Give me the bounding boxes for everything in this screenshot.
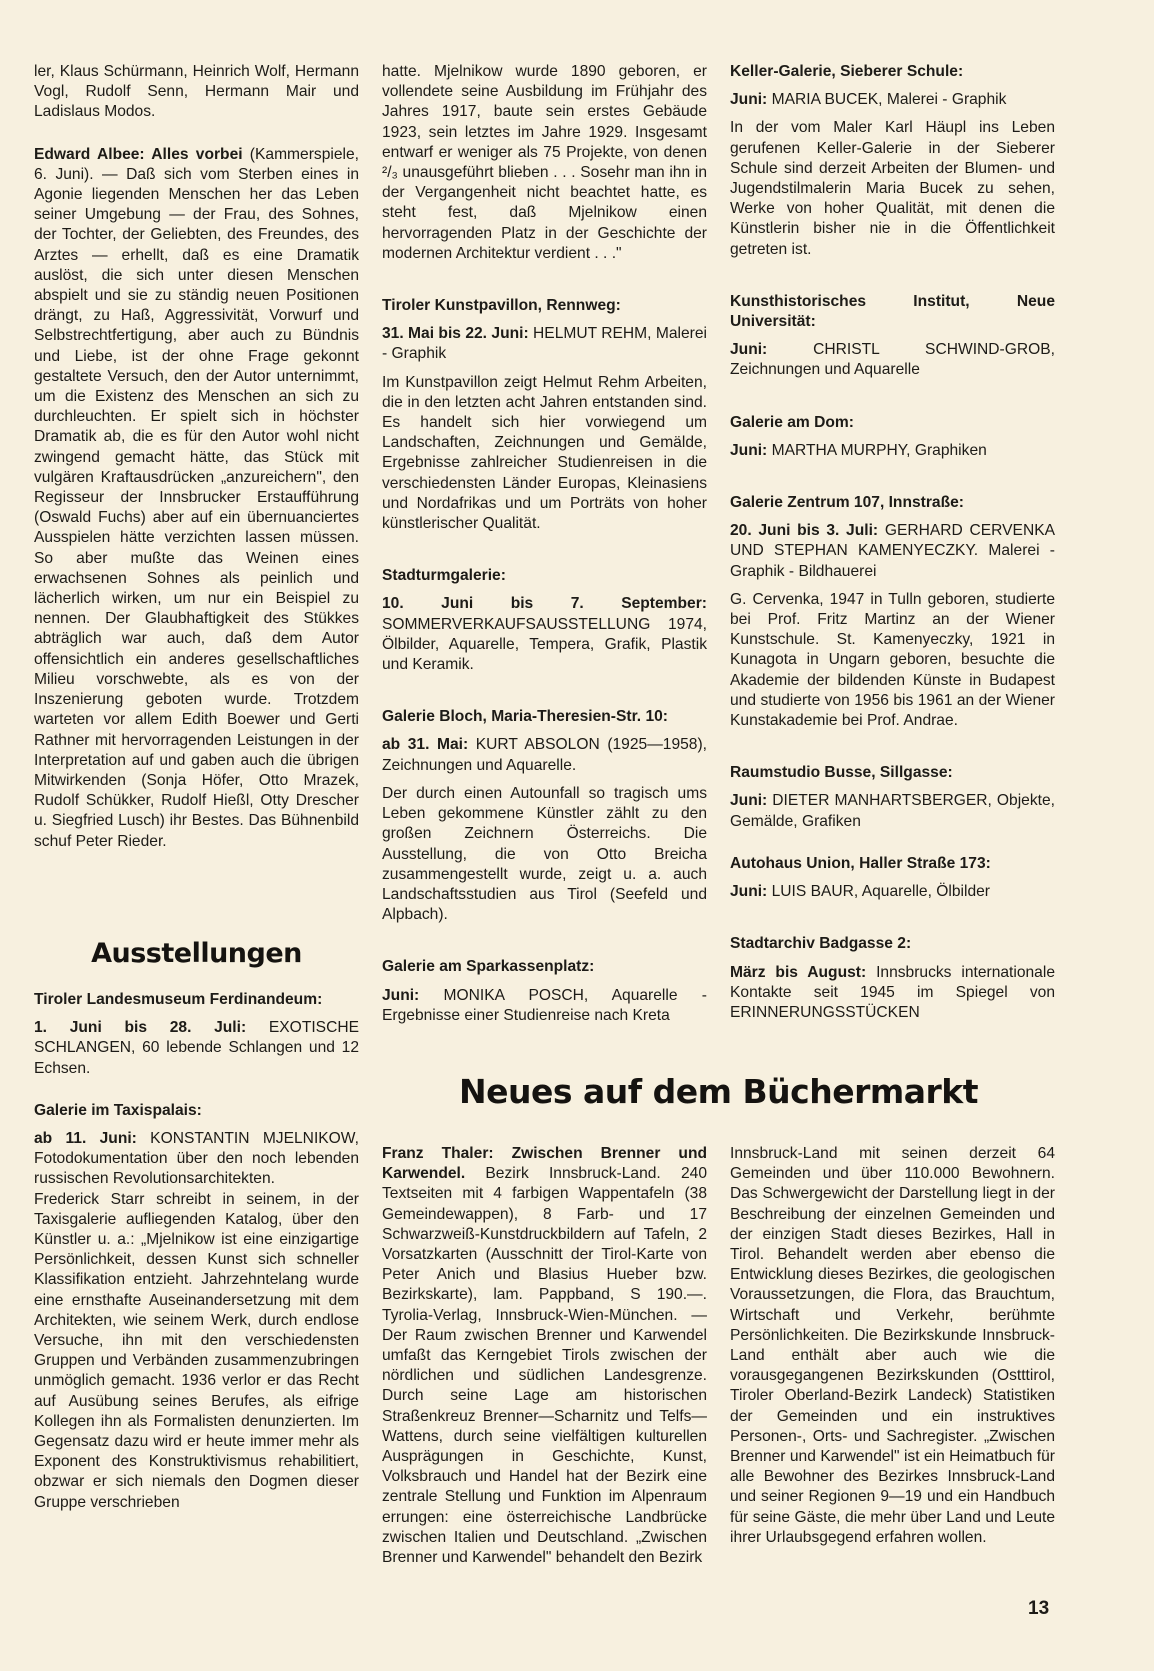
section-title-buechermarkt: Neues auf dem Büchermarkt xyxy=(459,1072,978,1111)
venue-heading: Galerie am Sparkassenplatz: xyxy=(382,958,595,976)
exhibition-date: 31. Mai bis 22. Juni: xyxy=(382,325,529,343)
venue-heading: Galerie im Taxispalais: xyxy=(34,1101,202,1119)
venue-heading: Tiroler Landesmuseum Ferdinandeum: xyxy=(34,991,323,1008)
exhibition-entry xyxy=(730,340,1055,380)
exhibition-date: Juni: xyxy=(730,91,768,109)
exhibition-body: Im Kunstpavillon zeigt Helmut Rehm Arbeiten, die in den letzten acht Jahren entstanden sind. Es handelt sich hier vorwiegend um Landschaften, Zeichnungen und Gemälde, Ergebnisse zahlreicher Studienreisen in die verschiedensten Länder Europas, Kleinasiens und Nordafrikas und um Porträts von hoher künstlerischer Qualität. xyxy=(382,373,707,533)
exhibition-entry xyxy=(730,441,1055,461)
exhibition-info: KURT ABSOLON (1925—1958), Zeichnungen und Aquarelle. xyxy=(382,736,708,774)
column-right xyxy=(730,62,1055,1023)
exhibition-body: Frederick Starr schreibt in seinem, in der Taxisgalerie aufliegenden Katalog, über den Künstler u. a.: „Mjelnikow ist eine einzigartige Persönlichkeit, dessen Kunst sich schneller Klassifikation entzieht. Jahrzehntelang wurde eine ernsthafte Auseinandersetzung mit dem Architekten, wie seinem Werk, durch endlose Versuche, ihn mit den verschiedensten Gruppen und Verbänden zusammenzubringen unmöglich gemacht. 1936 verlor er das Recht auf Ausübung seines Berufes, als eifrige Kollegen ihn als Formalisten denunzierten. Im Gegensatz dazu wird er heute immer mehr als Exponent des Konstruktivismus rehabilitiert, obzwar er sich niemals den Dogmen dieser Gruppe verschrieben xyxy=(34,1190,359,1511)
book-review-left xyxy=(382,1144,707,1568)
exhibition-info: LUIS BAUR, Aquarelle, Ölbilder xyxy=(767,883,990,901)
venue-heading: Tiroler Kunstpavillon, Rennweg: xyxy=(382,297,621,315)
venue-heading: Stadturmgalerie: xyxy=(382,567,506,585)
venue-heading: Galerie Bloch, Maria-Theresien-Str. 10: xyxy=(382,708,668,726)
exhibition-date: Juni: xyxy=(730,341,768,359)
exhibition-entry xyxy=(382,986,707,1026)
exhibition-date: Juni: xyxy=(382,986,420,1004)
exhibition-date: ab 11. Juni: xyxy=(34,1130,137,1148)
venue-heading: Keller-Galerie, Sieberer Schule: xyxy=(730,63,964,80)
exhibition-info: HELMUT REHM, Malerei - Graphik xyxy=(382,325,707,363)
theater-review xyxy=(34,145,359,852)
exhibition-entry xyxy=(34,1018,359,1079)
exhibition-date: ab 31. Mai: xyxy=(382,736,469,754)
exhibition-info: DIETER MANHARTSBERGER, Objekte, Gemälde, Grafiken xyxy=(730,792,1055,830)
column-left-exhibitions xyxy=(34,990,359,1513)
theater-intro-text: ler, Klaus Schürmann, Heinrich Wolf, Hermann Vogl, Rudolf Senn, Hermann Mair und Ladislaus Modos. xyxy=(34,63,359,121)
exhibition-info: MONIKA POSCH, Aquarelle - Ergebnisse einer Studienreise nach Kreta xyxy=(382,986,707,1024)
exhibition-date: 1. Juni bis 28. Juli: xyxy=(34,1019,247,1037)
exhibition-body-continued: hatte. Mjelnikow wurde 1890 geboren, er vollendete seine Ausbildung im Frühjahr des Jahres 1917, baute sein erstes Gebäude 1923, sein letztes im Jahre 1929. Insgesamt entwarf er weniger als 75 Projekte, von denen ²/₃ unausgeführt blieben . . . Sosehr man ihn in der Vergangenheit nicht beachtet hatte, es steht fest, daß Mjelnikow einen hervorragenden Platz in der Geschichte der modernen Architektur verdient . . ." xyxy=(382,63,707,262)
exhibition-date: 20. Juni bis 3. Juli: xyxy=(730,522,879,540)
exhibition-body: In der vom Maler Karl Häupl ins Leben gerufenen Keller-Galerie in der Sieberer Schule sind derzeit Arbeiten der Blumen- und Jugendstilmalerin Maria Bucek zu sehen, Werke von hoher Qualität, mit denen die Künstlerin bisher nie in die Öffentlichkeit getreten ist. xyxy=(730,119,1055,258)
exhibition-info: Innsbrucks internationale Kontakte seit 1945 im Spiegel von ERINNERUNGSSTÜCKEN xyxy=(730,963,1055,1021)
exhibition-entry xyxy=(730,521,1055,582)
exhibition-info: MARIA BUCEK, Malerei - Graphik xyxy=(767,91,1007,109)
venue-heading: Stadtarchiv Badgasse 2: xyxy=(730,935,912,953)
exhibition-entry xyxy=(34,1129,359,1190)
exhibition-date: Juni: xyxy=(730,883,768,901)
exhibition-info: GERHARD CERVENKA UND STEPHAN KAMENYECZKY. Malerei - Graphik - Bildhauerei xyxy=(730,522,1056,580)
exhibition-date: Juni: xyxy=(730,792,768,810)
exhibition-entry xyxy=(730,882,1055,902)
exhibition-entry xyxy=(382,594,707,675)
exhibition-info: KONSTANTIN MJELNIKOW, Fotodokumentation über den noch lebenden russischen Revolutionsarchitekten. xyxy=(34,1130,359,1188)
exhibition-entry xyxy=(382,735,707,775)
book-review-body-continued: Innsbruck-Land mit seinen derzeit 64 Gemeinden und über 110.000 Bewohnern. Das Schwergewicht der Darstellung liegt in der Beschreibung der einzelnen Gemeinden und der einzigen Stadt dieses Bezirkes, Hall in Tirol. Behandelt werden aber ebenso die Entwicklung dieses Bezirkes, die geologischen Voraussetzungen, die Flora, das Brauchtum, Wirtschaft und Verkehr, berühmte Persönlichkeiten. Die Bezirkskunde Innsbruck-Land enthält aber auch wie die vorausgegangenen Bezirkskunden (Ostttirol, Tiroler Oberland-Bezirk Landeck) Statistiken der Gemeinden und ein instruktives Personen-, Orts- und Sachregister. „Zwischen Brenner und Karwendel" ist ein Heimatbuch für alle Bewohner des Bezirkes Innsbruck-Land und seiner Regionen 9—19 und ein Handbuch für seine Gäste, die mehr über Land und Leute ihrer Urlaubsgegend erfahren wollen. xyxy=(730,1145,1055,1546)
exhibition-date: 10. Juni bis 7. September: xyxy=(382,595,707,613)
venue-heading: Kunsthistorisches Institut, Neue Universität: xyxy=(730,292,1055,331)
venue-heading: Raumstudio Busse, Sillgasse: xyxy=(730,764,953,782)
review-title: Edward Albee: Alles vorbei xyxy=(34,145,243,163)
venue-heading: Galerie Zentrum 107, Innstraße: xyxy=(730,494,964,512)
exhibition-info: CHRISTL SCHWIND-GROB, Zeichnungen und Aquarelle xyxy=(730,341,1055,379)
exhibition-info: SOMMERVERKAUFSAUSSTELLUNG 1974, Ölbilder, Aquarelle, Tempera, Grafik, Plastik und Keramik. xyxy=(382,615,707,674)
section-title-ausstellungen: Ausstellungen xyxy=(91,938,302,969)
exhibition-entry xyxy=(730,963,1055,1024)
exhibition-entry xyxy=(730,90,1055,110)
exhibition-date: Juni: xyxy=(730,441,768,459)
venue-heading: Galerie am Dom: xyxy=(730,413,854,431)
page-number: 13 xyxy=(1028,1598,1050,1619)
exhibition-body: G. Cervenka, 1947 in Tulln geboren, studierte bei Prof. Fritz Martinz an der Wiener Kunstschule. St. Kamenyeczky, 1921 in Kunagota in Ungarn geboren, besuchte die Akademie der bildenden Künste in Budapest und studierte von 1956 bis 1961 an der Wiener Kunstakademie bei Prof. Andrae. xyxy=(730,590,1055,730)
venue-heading: Autohaus Union, Haller Straße 173: xyxy=(730,854,991,872)
exhibition-date: März bis August: xyxy=(730,963,867,981)
column-left xyxy=(34,62,359,852)
exhibition-entry xyxy=(730,791,1055,831)
book-title: Franz Thaler: Zwischen Brenner und Karwendel. xyxy=(382,1145,707,1183)
column-middle xyxy=(382,62,707,1026)
book-review-text xyxy=(382,1144,707,1568)
exhibition-info: EXOTISCHE SCHLANGEN, 60 lebende Schlangen und 12 Echsen. xyxy=(34,1019,359,1077)
book-review-right xyxy=(730,1144,1055,1548)
review-body: (Kammerspiele, 6. Juni). — Daß sich vom Sterben eines in Agonie liegenden Menschen her das Leben seiner Umgebung — der Frau, des Sohnes, der Tochter, der Geliebten, des Freundes, des Arztes — erhellt, daß es eine Dramatik auslöst, die sich unter diesen Menschen abspielt und sie zu ständig neuen Positionen drängt, zu Haß, Aggressivität, Vorwurf und Selbstrechtfertigung, aber auch zu Bündnis und Liebe, ist der ohne Frage gekonnt gestaltete Versuch, den der Autor unternimmt, um die Existenz des Menschen an sich zu durchleuchten. Er spielt sich in höchster Dramatik ab, die es für den Autor wohl nicht zwingend gemacht hätte, das Stück mit vulgären Kraftausdrücken „anzureichern", den Regisseur der Innsbrucker Erstaufführung (Oswald Fuchs) aber auf ein übernuanciertes Ausspielen hätte verzichten lassen müssen. So aber mußte das Weinen eines erwachsenen Sohnes als peinlich und lächerlich wirken, um nur ein Beispiel zu nennen. Der Glaubhaftigkeit des Stükkes abträglich war auch, daß dem Autor offensichtlich ein anderes gesellschaftliches Milieu vorschwebte, als es von der Inszenierung geboten wurde. Trotzdem warteten vor allem Edith Boewer und Gerti Rathner mit hervorragenden Leistungen in der Interpretation auf und gaben auch die übrigen Mitwirkenden (Sonja Höfer, Otto Mrazek, Rudolf Schükker, Rudolf Hießl, Otty Drescher u. Siegfried Lusch) ihr Bestes. Das Bühnenbild schuf Peter Rieder. xyxy=(34,145,359,850)
exhibition-body: Der durch einen Autounfall so tragisch ums Leben gekommene Künstler zählt zu den großen Zeichnern Österreichs. Die Ausstellung, die von Otto Breicha zusammengestellt wurde, zeigt u. a. auch Landschaftsstudien aus Tirol (Seefeld und Alpbach). xyxy=(382,784,707,924)
book-review-body: Bezirk Innsbruck-Land. 240 Textseiten mit 4 farbigen Wappentafeln (38 Gemeindewappen), 8 Farb- und 17 Schwarzweiß-Kunstdruckbildern auf Tafeln, 2 Vorsatzkarten (Ausschnitt der Tirol-Karte von Peter Anich und Blasius Hueber bzw. Bezirkskarte), lam. Pappband, S 190.—. Tyrolia-Verlag, Innsbruck-Wien-München. — Der Raum zwischen Brenner und Karwendel umfaßt das Kerngebiet Tirols zwischen der nördlichen und südlichen Landesgrenze. Durch seine Lage am historischen Straßenkreuz Brenner—Scharnitz und Telfs—Wattens, durch seine vielfältigen kulturellen Ausprägungen in Geschichte, Kunst, Volksbrauch und Handel hat der Bezirk eine zentrale Stellung und Funktion im Alpenraum errungen: eine österreichische Landbrücke zwischen Italien und Deutschland. „Zwischen Brenner und Karwendel" behandelt den Bezirk xyxy=(382,1165,707,1567)
exhibition-entry xyxy=(382,324,707,364)
exhibition-info: MARTHA MURPHY, Graphiken xyxy=(767,441,987,459)
